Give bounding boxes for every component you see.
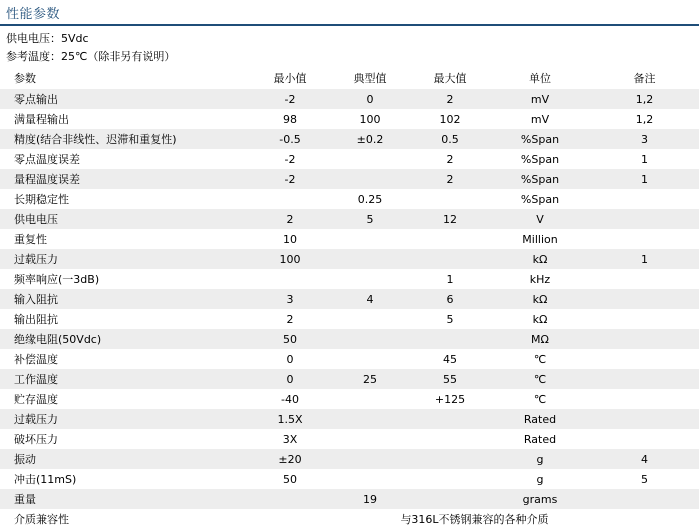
cell-param: 过载压力 [0,249,250,269]
cell-typ: 0 [330,89,410,109]
cell-min: 0 [286,352,294,366]
cell-param: 冲击(11mS) [14,473,77,486]
table-row [0,409,699,429]
cell-min: 10 [283,232,297,246]
cell-note [590,269,699,289]
table-row [0,149,699,169]
cell-unit: g [536,472,544,486]
cell-typ: 19 [330,489,410,509]
cell-unit: V [490,209,590,229]
cell-note [590,329,699,349]
cell-min [250,489,330,509]
cell-min: 98 [283,112,297,126]
cell-max: 12 [410,209,490,229]
cell-max: 2 [410,89,490,109]
table-row [0,289,699,309]
specification-table [0,68,699,529]
cell-max: 5 [446,312,454,326]
cell-min: 3X [282,432,298,446]
cell-unit: Rated [523,432,557,446]
table-row [0,469,699,489]
column-header-min: 最小值 [273,72,307,85]
cell-min: 3 [250,289,330,309]
cell-min: 100 [250,249,330,269]
cell-typ [330,349,410,369]
cell-param: 绝缘电阻(50Vdc) [0,329,250,349]
cell-max: 55 [410,369,490,389]
table-row [0,349,699,369]
cell-min: -2 [250,169,330,189]
cell-min: 2 [286,312,294,326]
cell-span-value: 与316L不锈钢兼容的各种介质 [400,513,549,526]
cell-min: -0.5 [250,129,330,149]
cell-min: 50 [250,329,330,349]
table-row [0,89,699,109]
cell-typ: 5 [330,209,410,229]
cell-note [590,389,699,409]
cell-unit: ℃ [533,392,547,406]
table-row [0,269,699,289]
cell-note [590,309,699,329]
cell-unit: mV [530,112,550,126]
cell-param: 贮存温度 [14,393,58,406]
cell-param: 满量程输出 [14,113,69,126]
cell-unit: Rated [490,409,590,429]
cell-typ [330,389,410,409]
cell-typ [330,449,410,469]
cell-max: 0.5 [410,129,490,149]
cell-note [590,189,699,209]
cell-max: 102 [439,112,461,126]
table-row [0,309,699,329]
table-row [0,209,699,229]
cell-unit: %Span [520,192,560,206]
cell-min: ±20 [250,449,330,469]
cell-min: -2 [284,152,296,166]
cell-note [590,229,699,249]
cell-note: 1,2 [635,112,654,126]
table-row [0,389,699,409]
cell-max: 1 [446,272,454,286]
cell-param: 过载压力 [0,409,250,429]
cell-unit: mV [490,89,590,109]
cell-note [590,289,699,309]
column-header-typ: 典型值 [353,72,387,85]
cell-unit: %Span [490,169,590,189]
cell-note: 1 [641,152,648,166]
cell-max: 45 [443,352,457,366]
cell-param: 零点输出 [0,89,250,109]
table-row [0,249,699,269]
cell-min [250,189,330,209]
cell-max: +125 [434,392,466,406]
cell-note: 4 [590,449,699,469]
cell-max [410,229,490,249]
cell-max [410,189,490,209]
cell-typ: 25 [330,369,410,389]
cell-max [410,469,490,489]
cell-param: 工作温度 [0,369,250,389]
cell-note [590,349,699,369]
cell-max [410,249,490,269]
cell-note: 5 [641,472,648,486]
cell-param: 量程温度误差 [0,169,250,189]
cell-unit: %Span [520,152,560,166]
table-body [0,89,699,529]
cell-param: 破坏压力 [14,433,58,446]
cell-note [590,409,699,429]
cell-min: -2 [250,89,330,109]
cell-param: 重量 [0,489,250,509]
column-header-note: 备注 [633,72,656,85]
cell-note [590,209,699,229]
cell-note: 3 [590,129,699,149]
cell-unit: kHz [529,272,551,286]
cell-max [410,489,490,509]
cell-note [590,429,699,449]
cell-unit: Million [522,232,558,246]
cell-typ [330,269,410,289]
cell-note [590,369,699,389]
cell-note: 1,2 [590,89,699,109]
table-row [0,169,699,189]
cell-param: 补偿温度 [14,353,58,366]
cell-param: 振动 [0,449,250,469]
cell-typ: 4 [330,289,410,309]
cell-unit: kΩ [490,249,590,269]
cell-param: 精度(结合非线性、迟滞和重复性) [0,129,250,149]
column-header-max: 最大值 [433,72,467,85]
cell-min: 2 [250,209,330,229]
cell-max: 2 [410,169,490,189]
cell-typ [330,169,410,189]
table-row [0,509,699,529]
cell-typ [330,229,410,249]
cell-unit: g [490,449,590,469]
cell-param: 输入阻抗 [0,289,250,309]
cell-typ [330,149,410,169]
cell-unit: MΩ [490,329,590,349]
table-row [0,109,699,129]
cell-unit: ℃ [490,369,590,389]
cell-typ: ±0.2 [330,129,410,149]
cell-max [410,429,490,449]
table-header [0,68,699,89]
cell-typ: 100 [359,112,381,126]
cell-min [250,269,330,289]
cell-typ: 0.25 [357,192,383,206]
table-row [0,429,699,449]
cell-param: 重复性 [14,233,47,246]
cell-min: 0 [250,369,330,389]
table-row [0,329,699,349]
cell-max [410,449,490,469]
supply-voltage-line: 供电电压：5Vdc [6,32,89,45]
column-header-param: 参数 [14,72,36,85]
cell-param: 长期稳定性 [14,193,69,206]
table-header-row [0,68,699,89]
cell-unit: kΩ [490,289,590,309]
cell-unit: grams [490,489,590,509]
cell-typ [330,329,410,349]
cell-typ [330,249,410,269]
table-row [0,229,699,249]
cell-param: 零点温度误差 [14,153,80,166]
table-row [0,189,699,209]
cell-note [590,489,699,509]
cell-min: 50 [283,472,297,486]
table-row [0,129,699,149]
cell-typ [330,469,410,489]
cell-param: 频率响应(一3dB) [14,273,100,286]
cell-note: 1 [590,169,699,189]
cell-min: -40 [281,392,299,406]
reference-temperature-line: 参考温度：25℃（除非另有说明） [6,50,176,63]
cell-max [410,409,490,429]
cell-unit: %Span [490,129,590,149]
table-row [0,489,699,509]
cell-param: 介质兼容性 [14,513,69,526]
cell-unit: kΩ [532,312,548,326]
table-row [0,369,699,389]
cell-unit: ℃ [533,352,547,366]
cell-typ [330,409,410,429]
page-title: 性能参数 [6,7,61,22]
cell-param: 输出阻抗 [14,313,58,326]
cell-max [410,329,490,349]
cell-typ [330,429,410,449]
cell-note: 1 [590,249,699,269]
cell-typ [330,309,410,329]
cell-max: 2 [446,152,454,166]
conditions-block [0,26,699,66]
table-row [0,449,699,469]
cell-max: 6 [410,289,490,309]
cell-min: 1.5X [250,409,330,429]
cell-param: 供电电压 [0,209,250,229]
column-header-unit: 单位 [529,72,551,85]
